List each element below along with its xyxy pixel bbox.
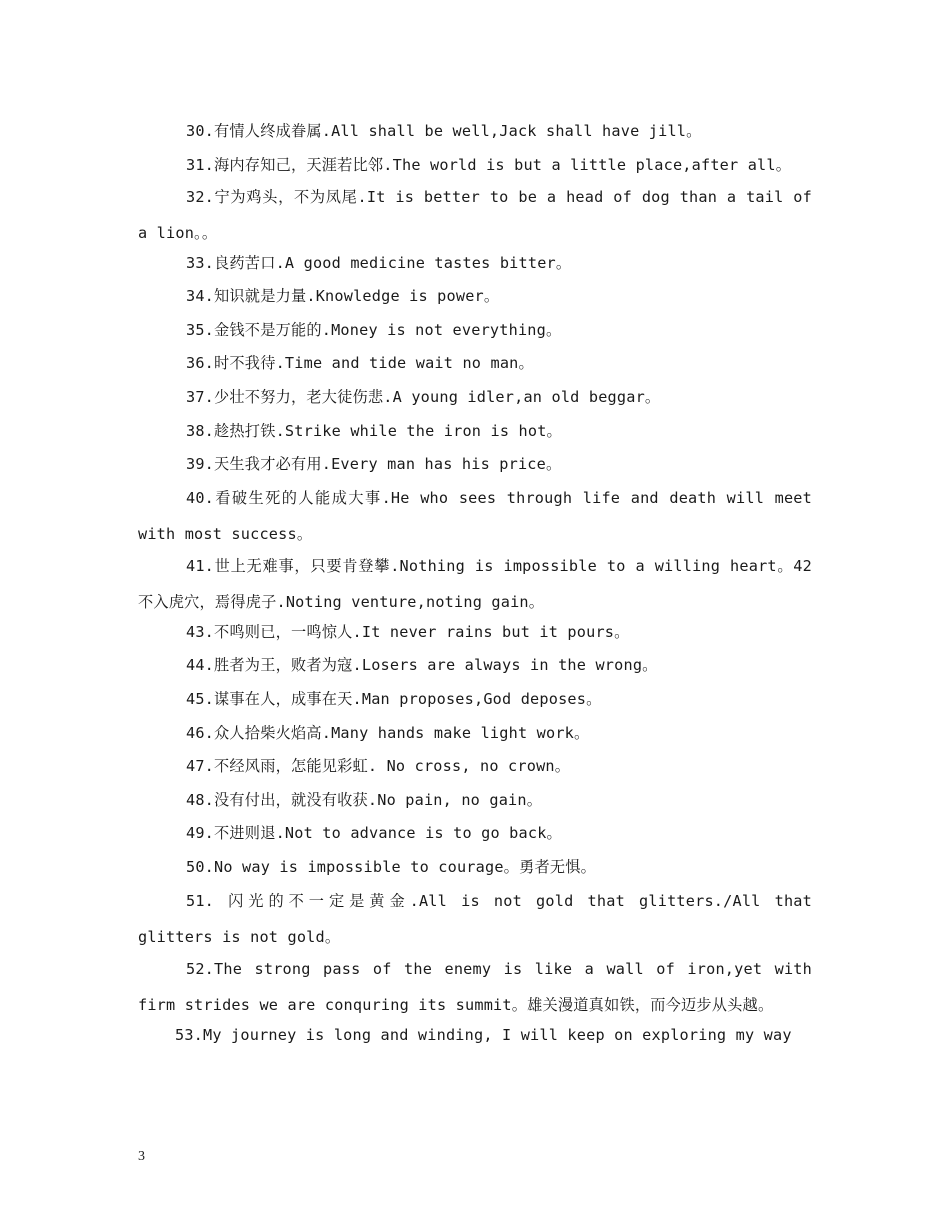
proverb-34: 34.知识就是力量.Knowledge is power。: [186, 287, 500, 306]
proverb-30: 30.有情人终成眷属.All shall be well,Jack shall have jill。: [186, 122, 702, 140]
proverb-39: 39.天生我才必有用.Every man has his price。: [186, 455, 562, 474]
proverb-49: 49.不进则退.Not to advance is to go back。: [186, 824, 562, 843]
proverb-51: 51. 闪光的不一定是黄金.All is not gold that glitters./All that glitters is not gold。: [138, 891, 812, 946]
proverb-31: 31.海内存知己，天涯若比邻.The world is but a little place,after all。: [186, 155, 792, 174]
proverb-35: 35.金钱不是万能的.Money is not everything。: [186, 320, 562, 339]
proverb-46: 46.众人拾柴火焰高.Many hands make light work。: [186, 723, 590, 742]
proverb-50: 50.No way is impossible to courage。勇者无惧。: [186, 857, 597, 876]
proverb-37: 37.少壮不努力，老大徒伤悲.A young idler,an old beggar。: [186, 387, 661, 406]
proverb-48: 48.没有付出，就没有收获.No pain, no gain。: [186, 790, 543, 809]
page-number: 3: [138, 1149, 145, 1164]
proverb-43: 43.不鸣则已，一鸣惊人.It never rains but it pours。: [186, 622, 630, 641]
proverb-33: 33.良药苦口.A good medicine tastes bitter。: [186, 253, 572, 272]
proverb-38: 38.趁热打铁.Strike while the iron is hot。: [186, 421, 562, 440]
proverb-41-42: 41.世上无难事，只要肯登攀.Nothing is impossible to a willing heart。42不入虎穴，焉得虎子.Noting venture,noting gain。: [138, 556, 812, 611]
proverb-32: 32.宁为鸡头，不为凤尾.It is better to be a head of dog than a tail of a lion。。: [138, 187, 812, 242]
proverb-44: 44.胜者为王，败者为寇.Losers are always in the wrong。: [186, 656, 658, 675]
document-body: [138, 117, 812, 1054]
proverb-40: 40.看破生死的人能成大事.He who sees through life and death will meet with most success。: [138, 488, 812, 543]
proverb-45: 45.谋事在人，成事在天.Man proposes,God deposes。: [186, 689, 602, 708]
proverb-53: 53.My journey is long and winding, I will keep on exploring my way: [175, 1025, 792, 1044]
proverb-47: 47.不经风雨，怎能见彩虹. No cross, no crown。: [186, 757, 571, 776]
proverb-52: 52.The strong pass of the enemy is like a wall of iron,yet with firm strides we are conquring its summit。雄关漫道真如铁，而今迈步从头越。: [138, 959, 812, 1014]
proverb-36: 36.时不我待.Time and tide wait no man。: [186, 354, 534, 373]
